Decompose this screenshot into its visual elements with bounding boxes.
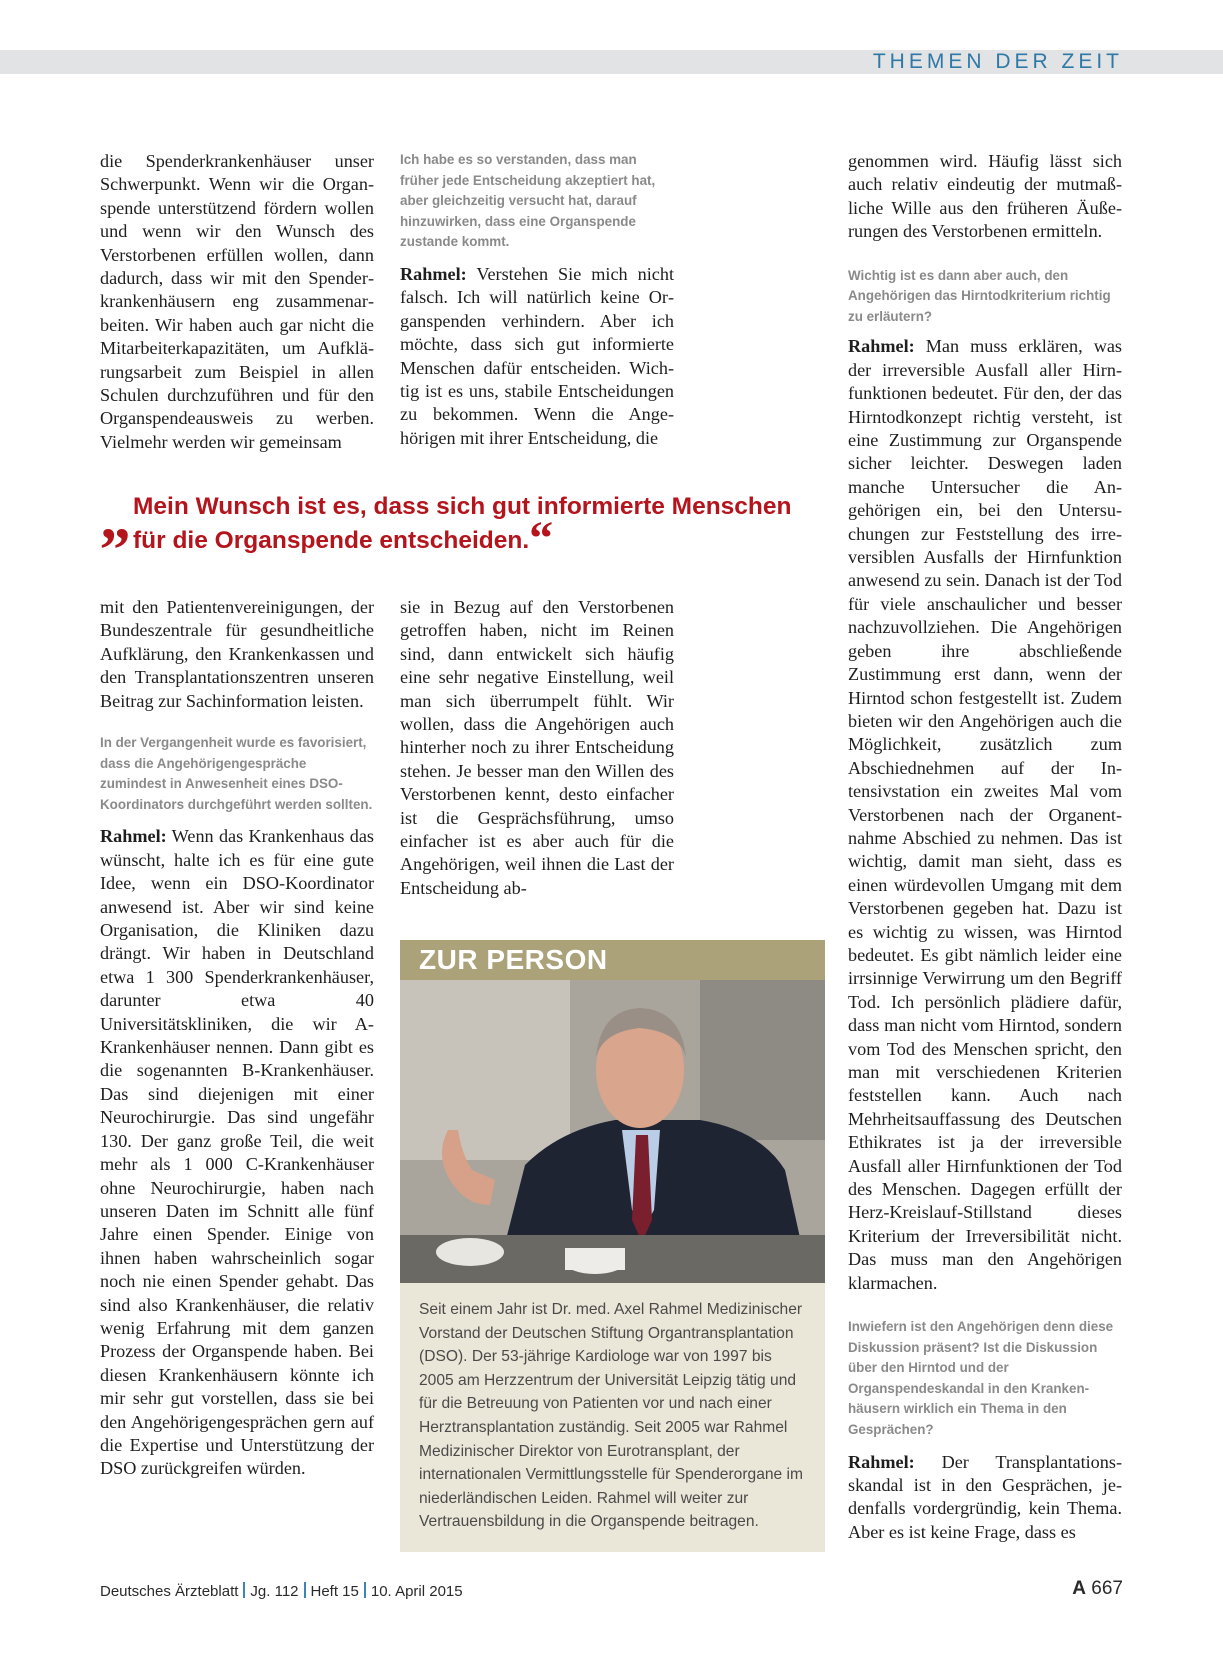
page-number-value: 667 [1091,1578,1123,1599]
issue: Heft 15 [310,1583,359,1600]
speaker-name: Rahmel: [400,263,467,284]
column-3 [848,150,1122,1544]
interview-question: Ich habe es so verstanden, dass man früher jede Entscheidung akzeptiert hat, aber gleichzeitig versucht hat, darauf hinzuwirken, dass eine Organspende zustande kommt. [400,152,656,250]
answer-paragraph [100,825,374,1480]
column-2-top [400,150,674,450]
portrait-photo [400,980,825,1283]
quote-close-mark: “ [529,512,554,565]
separator [304,1582,306,1598]
answer-paragraph [848,1451,1122,1545]
answer-paragraph [400,263,674,450]
speaker-name: Rahmel: [848,1451,915,1472]
column-1-bottom [100,596,374,1481]
answer-text: Der Transplantationsskandal ist in den Gesprächen, jedenfalls vordergründig, kein Thema. Aber es ist keine Frage, dass es [848,1451,1123,1542]
answer-paragraph [848,335,1122,1295]
column-2-bottom [400,596,674,900]
answer-text: Man muss erklären, was der irreversible Ausfall aller Hirnfunktionen bedeutet. Für den, der das Hirntodkonzept richtig versteht, ist eine Zustimmung zur Organspende sicher leichter. Deswegen laden manche Untersucher die Angehörigen ein, bei den Untersuchungen zur Feststellung des irreversiblen Ausfalls der Hirnfunktion anwesend zu sein. Danach ist der Tod für viele anschaulicher und besser nachzuvollziehen. Die Angehörigen geben ihre abschließende Zustimmung erst dann, wenn der Hirntod schon festgestellt ist. Zudem bieten wir den Angehörigen auch die Möglichkeit, zusätzlich zum Abschiednehmen auf der Intensivstation ein zweites Mal vom Verstorbenen nach der Organentnahme Abschied zu nehmen. Das ist wichtig, damit man sieht, dass es einen würdevollen Umgang mit dem Verstorbenen gegeben hat. Dazu ist es wichtig zu wissen, was Hirntod bedeutet. Es gibt nämlich leider eine irrsinnige Verwirrung um den Begriff Tod. Ich persönlich plädiere dafür, dass man nicht vom Hirntod, sondern vom Tod des Menschen spricht, den man mit verschiedenen Kriterien feststellen kann. Auch nach Mehrheitsauffassung des Deutschen Ethikrates ist ja der irreversible Ausfall aller Hirnfunktionen der Tod des Menschen. Dagegen erfüllt der Herz-Kreislauf-Stillstand dieses Kriterium der Irreversibilität nicht. Das muss man den Angehörigen klarmachen. [848,336,1123,1293]
person-box [400,940,825,1552]
answer-text: Verstehen Sie mich nicht falsch. Ich will natürlich keine Organspenden verhindern. Aber ich möchte, dass sich gut informierte Menschen dafür entscheiden. Wichtig ist es uns, stabile Entscheidungen zu bekommen. Wenn die Angehörigen mit ihrer Entscheidung, die [400,263,675,448]
paragraph: sie in Bezug auf den Verstorbenen getroffen haben, nicht im Reinen sind, dann entwickelt sich häufig eine sehr negative Einstellung, weil man sich überrumpelt fühlt. Wir wollen, dass die Angehörigen auch hinterher noch zu ihrer Entscheidung stehen. Je besser man den Willen des Verstorbenen kennt, desto einfacher ist die Gesprächsführung, umso einfacher ist es aber auch für die Angehörigen, weil ihnen die Last der Entscheidung ab- [400,597,674,898]
footer-citation [100,1582,463,1600]
page-prefix: A [1072,1578,1087,1599]
page-number [1072,1578,1123,1600]
interview-question: Inwiefern ist den Angehörigen denn diese Diskussion präsent? Ist die Diskussion über den Hirntod und der Organspendeskandal in den Krankenhäusern wirklich ein Thema in den Gesprächen? [848,1319,1114,1438]
speaker-name: Rahmel: [100,826,167,847]
paragraph: mit den Patientenvereinigungen, der Bundeszentrale für gesundheitliche Aufklärung, den Krankenkassen und den Transplantationszentren unseren Beitrag zur Sachinformation leisten. [100,597,374,711]
paragraph: genommen wird. Häufig lässt sich auch relativ eindeutig der mutmaßliche Wille aus den früheren Äußerungen des Verstorbenen ermitteln. [848,151,1122,242]
pull-quote-text: Mein Wunsch ist es, dass sich gut informierte Menschen für die Organspende entscheiden. [133,493,792,554]
column-1-top [100,150,374,454]
answer-text: Wenn das Krankenhaus das wünscht, halte ich es für eine gute Idee, wenn ein DSO-Koordinator anwesend ist. Aber wir sind keine Organisation, die Kliniken dazu drängt. Wir haben in Deutschland etwa 1 300 Spenderkrankenhäuser, darunter etwa 40 Universitätskliniken, die wir A-Krankenhäuser nennen. Dann gibt es die sogenannten B-Krankenhäuser. Das sind diejenigen mit einer Neurochirurgie. Das sind ungefähr 130. Der ganz große Teil, die weit mehr als 1 000 C-Krankenhäuser ohne Neurochirurgie, haben nach unseren Daten im Schnitt alle fünf Jahre einen Spender. Einige von ihnen haben wahrscheinlich sogar noch nie einen Spender gehabt. Das sind also Krankenhäuser, die relativ wenig Erfahrung mit dem ganzen Prozess der Organspende haben. Bei diesen Krankenhäusern könnte ich mir sehr gut vorstellen, dass sie bei den Angehörigengesprächen gern auf die Expertise und Unterstützung der DSO zurückgreifen würden. [100,826,374,1479]
interview-question: Wichtig ist es dann aber auch, den Angehörigen das Hirntodkriterium richtig zu erläutern? [848,267,1111,324]
separator [243,1582,245,1598]
section-label: THEMEN DER ZEIT [872,50,1123,73]
interview-question: In der Vergangenheit wurde es favorisiert, dass die Angehörigengespräche zumindest in Anwesenheit eines DSO-Koordinators durchgeführt werden sollten. [100,735,373,812]
pull-quote [100,484,820,565]
person-box-heading: ZUR PERSON [400,940,825,980]
volume: Jg. 112 [250,1583,299,1600]
portrait-illustration [400,980,825,1283]
person-box-caption: Seit einem Jahr ist Dr. med. Axel Rahmel Medizinischer Vorstand der Deutschen Stiftung Organtransplantation (DSO). Der 53-jährige Kardiologe war von 1997 bis 2005 am Herzzentrum der Universität Leipzig tätig und für die Betreuung von Patienten vor und nach einer Herztransplantation zuständig. Seit 2005 war Rahmel Medizinischer Direktor von Eurotransplant, der internationalen Vermittlungsstelle für Spenderorgane im niederländischen Leiden. Rahmel will weiter zur Vertrauensbildung in die Organspende beitragen. [419,1301,804,1531]
issue-date: 10. April 2015 [370,1583,463,1600]
journal-name: Deutsches Ärzteblatt [100,1583,239,1600]
quote-open-mark: „ [100,484,131,552]
paragraph: die Spenderkrankenhäuser unser Schwerpunkt. Wenn wir die Organspende unterstützend fördern wollen und wenn wir den Wunsch des Verstorbenen erfüllen wollen, dann dadurch, dass wir mit den Spenderkrankenhäusern eng zusammenarbeiten. Wir haben auch gar nicht die Mitarbeiterkapazitäten, um Aufklärungsarbeit zum Beispiel in allen Schulen durchzuführen und für den Organspendeausweis zu werben. Vielmehr werden wir gemeinsam [100,151,374,452]
separator [364,1582,366,1598]
speaker-name: Rahmel: [848,336,915,357]
